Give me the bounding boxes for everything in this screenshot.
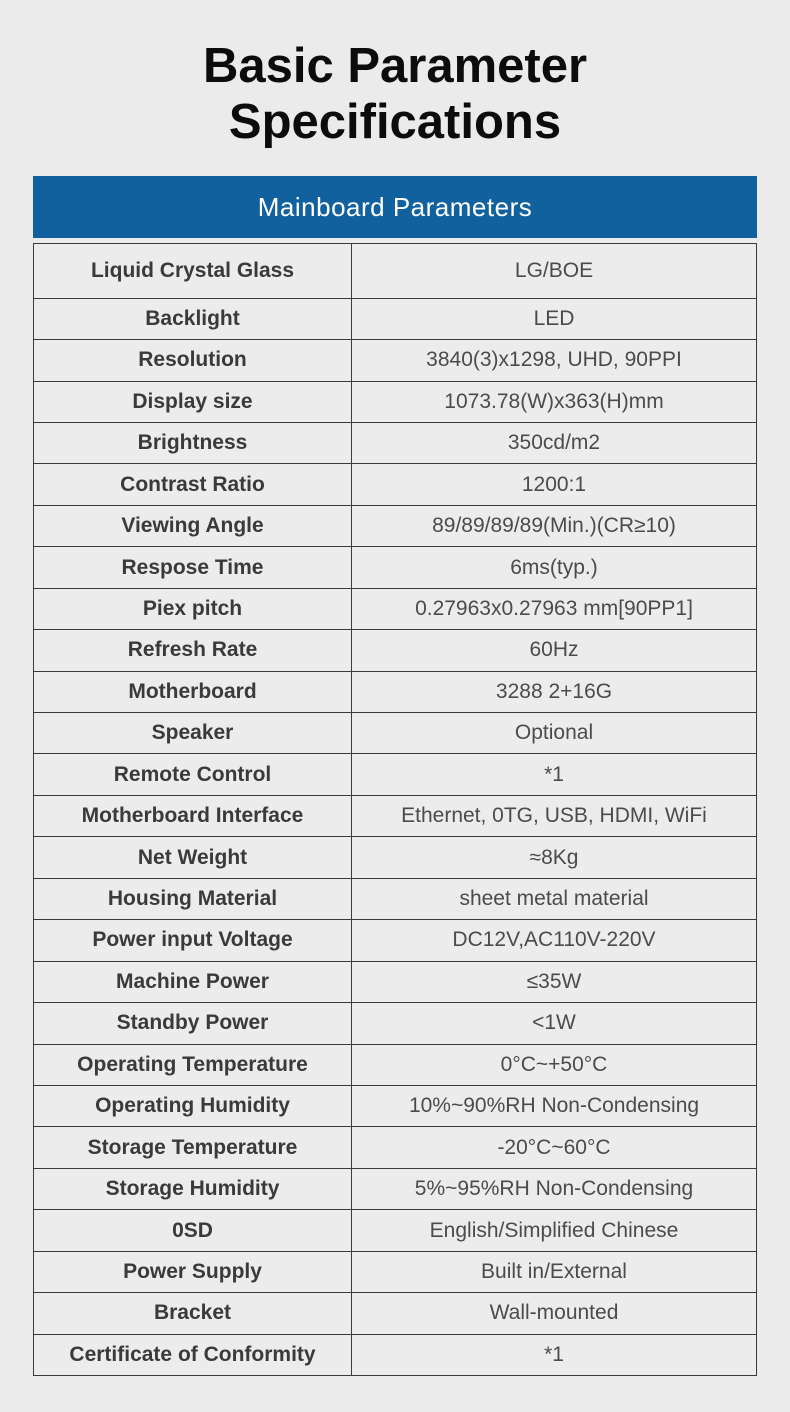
spec-value: 1073.78(W)x363(H)mm	[351, 382, 756, 422]
spec-label: Machine Power	[116, 969, 269, 993]
spec-value: Wall-mounted	[351, 1293, 756, 1333]
table-row	[34, 546, 756, 587]
spec-value: ≤35W	[351, 962, 756, 1002]
spec-label: Standby Power	[116, 1011, 269, 1035]
table-row	[34, 1209, 756, 1250]
spec-label: Motherboard Interface	[81, 804, 304, 828]
table-row	[34, 919, 756, 960]
page-title	[0, 0, 790, 150]
table-row	[34, 1002, 756, 1043]
spec-value: sheet metal material	[351, 879, 756, 919]
spec-value: <1W	[351, 1003, 756, 1043]
table-row	[34, 298, 756, 339]
spec-value: LG/BOE	[351, 244, 756, 298]
spec-value: Ethernet, 0TG, USB, HDMI, WiFi	[351, 796, 756, 836]
table-row	[34, 1044, 756, 1085]
spec-value: 3288 2+16G	[351, 672, 756, 712]
spec-value: 5%~95%RH Non-Condensing	[351, 1169, 756, 1209]
spec-label: Storage Humidity	[105, 1177, 280, 1201]
table-row	[34, 505, 756, 546]
table-row	[34, 381, 756, 422]
spec-label: Refresh Rate	[127, 638, 258, 662]
spec-label: Contrast Ratio	[120, 472, 265, 496]
table-row	[34, 422, 756, 463]
spec-label: Power Supply	[123, 1259, 262, 1283]
spec-value: 0.27963x0.27963 mm[90PP1]	[351, 589, 756, 629]
spec-value: 350cd/m2	[351, 423, 756, 463]
table-header-label: Mainboard Parameters	[257, 191, 533, 222]
spec-label: Backlight	[145, 306, 240, 330]
spec-label: Storage Temperature	[87, 1135, 298, 1159]
table-row	[34, 795, 756, 836]
table-row	[34, 588, 756, 629]
spec-label: Resolution	[138, 348, 247, 372]
spec-label: Certificate of Conformity	[69, 1342, 316, 1366]
table-row	[34, 712, 756, 753]
spec-label: Brightness	[137, 431, 248, 455]
table-row	[34, 1168, 756, 1209]
table-row	[34, 753, 756, 794]
spec-value: ≈8Kg	[351, 837, 756, 877]
spec-label: Operating Humidity	[95, 1094, 290, 1118]
table-row	[34, 1334, 756, 1375]
table-row	[34, 961, 756, 1002]
spec-value: LED	[351, 299, 756, 339]
spec-label: Power input Voltage	[92, 928, 293, 952]
spec-value: *1	[351, 1335, 756, 1375]
spec-value: 6ms(typ.)	[351, 547, 756, 587]
spec-value: Built in/External	[351, 1252, 756, 1292]
spec-label: Housing Material	[107, 887, 278, 910]
spec-label: Respose Time	[121, 555, 264, 579]
table-row	[34, 1292, 756, 1333]
spec-label: Bracket	[153, 1301, 232, 1325]
spec-value: 1200:1	[351, 464, 756, 504]
spec-value: 0°C~+50°C	[351, 1045, 756, 1085]
spec-label: 0SD	[172, 1218, 213, 1242]
spec-label: Viewing Angle	[121, 514, 264, 538]
table-row	[34, 244, 756, 298]
table-row	[34, 463, 756, 504]
table-row	[34, 1251, 756, 1292]
table-row	[34, 836, 756, 877]
spec-label: Display size	[132, 389, 253, 413]
spec-label: Piex pitch	[142, 596, 243, 620]
spec-label: Operating Temperature	[77, 1052, 308, 1076]
spec-value: Optional	[351, 713, 756, 753]
spec-value: English/Simplified Chinese	[351, 1210, 756, 1250]
spec-value: 89/89/89/89(Min.)(CR≥10)	[351, 506, 756, 546]
spec-label: Speaker	[151, 721, 234, 745]
spec-value: 60Hz	[351, 630, 756, 670]
table-row	[34, 671, 756, 712]
spec-value: *1	[351, 754, 756, 794]
page-title-line2: Specifications	[228, 95, 562, 149]
table-header-bar	[33, 176, 757, 238]
spec-value: DC12V,AC110V-220V	[351, 920, 756, 960]
table-row	[34, 339, 756, 380]
spec-label: Net Weight	[137, 845, 248, 869]
page-title-line1: Basic Parameter	[202, 39, 588, 93]
table-row	[34, 1126, 756, 1167]
spec-label: Liquid Crystal Glass	[90, 258, 295, 282]
table-row	[34, 1085, 756, 1126]
spec-label: Remote Control	[113, 762, 272, 786]
table-row	[34, 629, 756, 670]
spec-value: -20°C~60°C	[351, 1127, 756, 1167]
spec-table	[33, 243, 757, 1376]
spec-value: 3840(3)x1298, UHD, 90PPI	[351, 340, 756, 380]
table-row	[34, 878, 756, 919]
spec-label: Motherboard	[128, 679, 257, 703]
spec-value: 10%~90%RH Non-Condensing	[351, 1086, 756, 1126]
